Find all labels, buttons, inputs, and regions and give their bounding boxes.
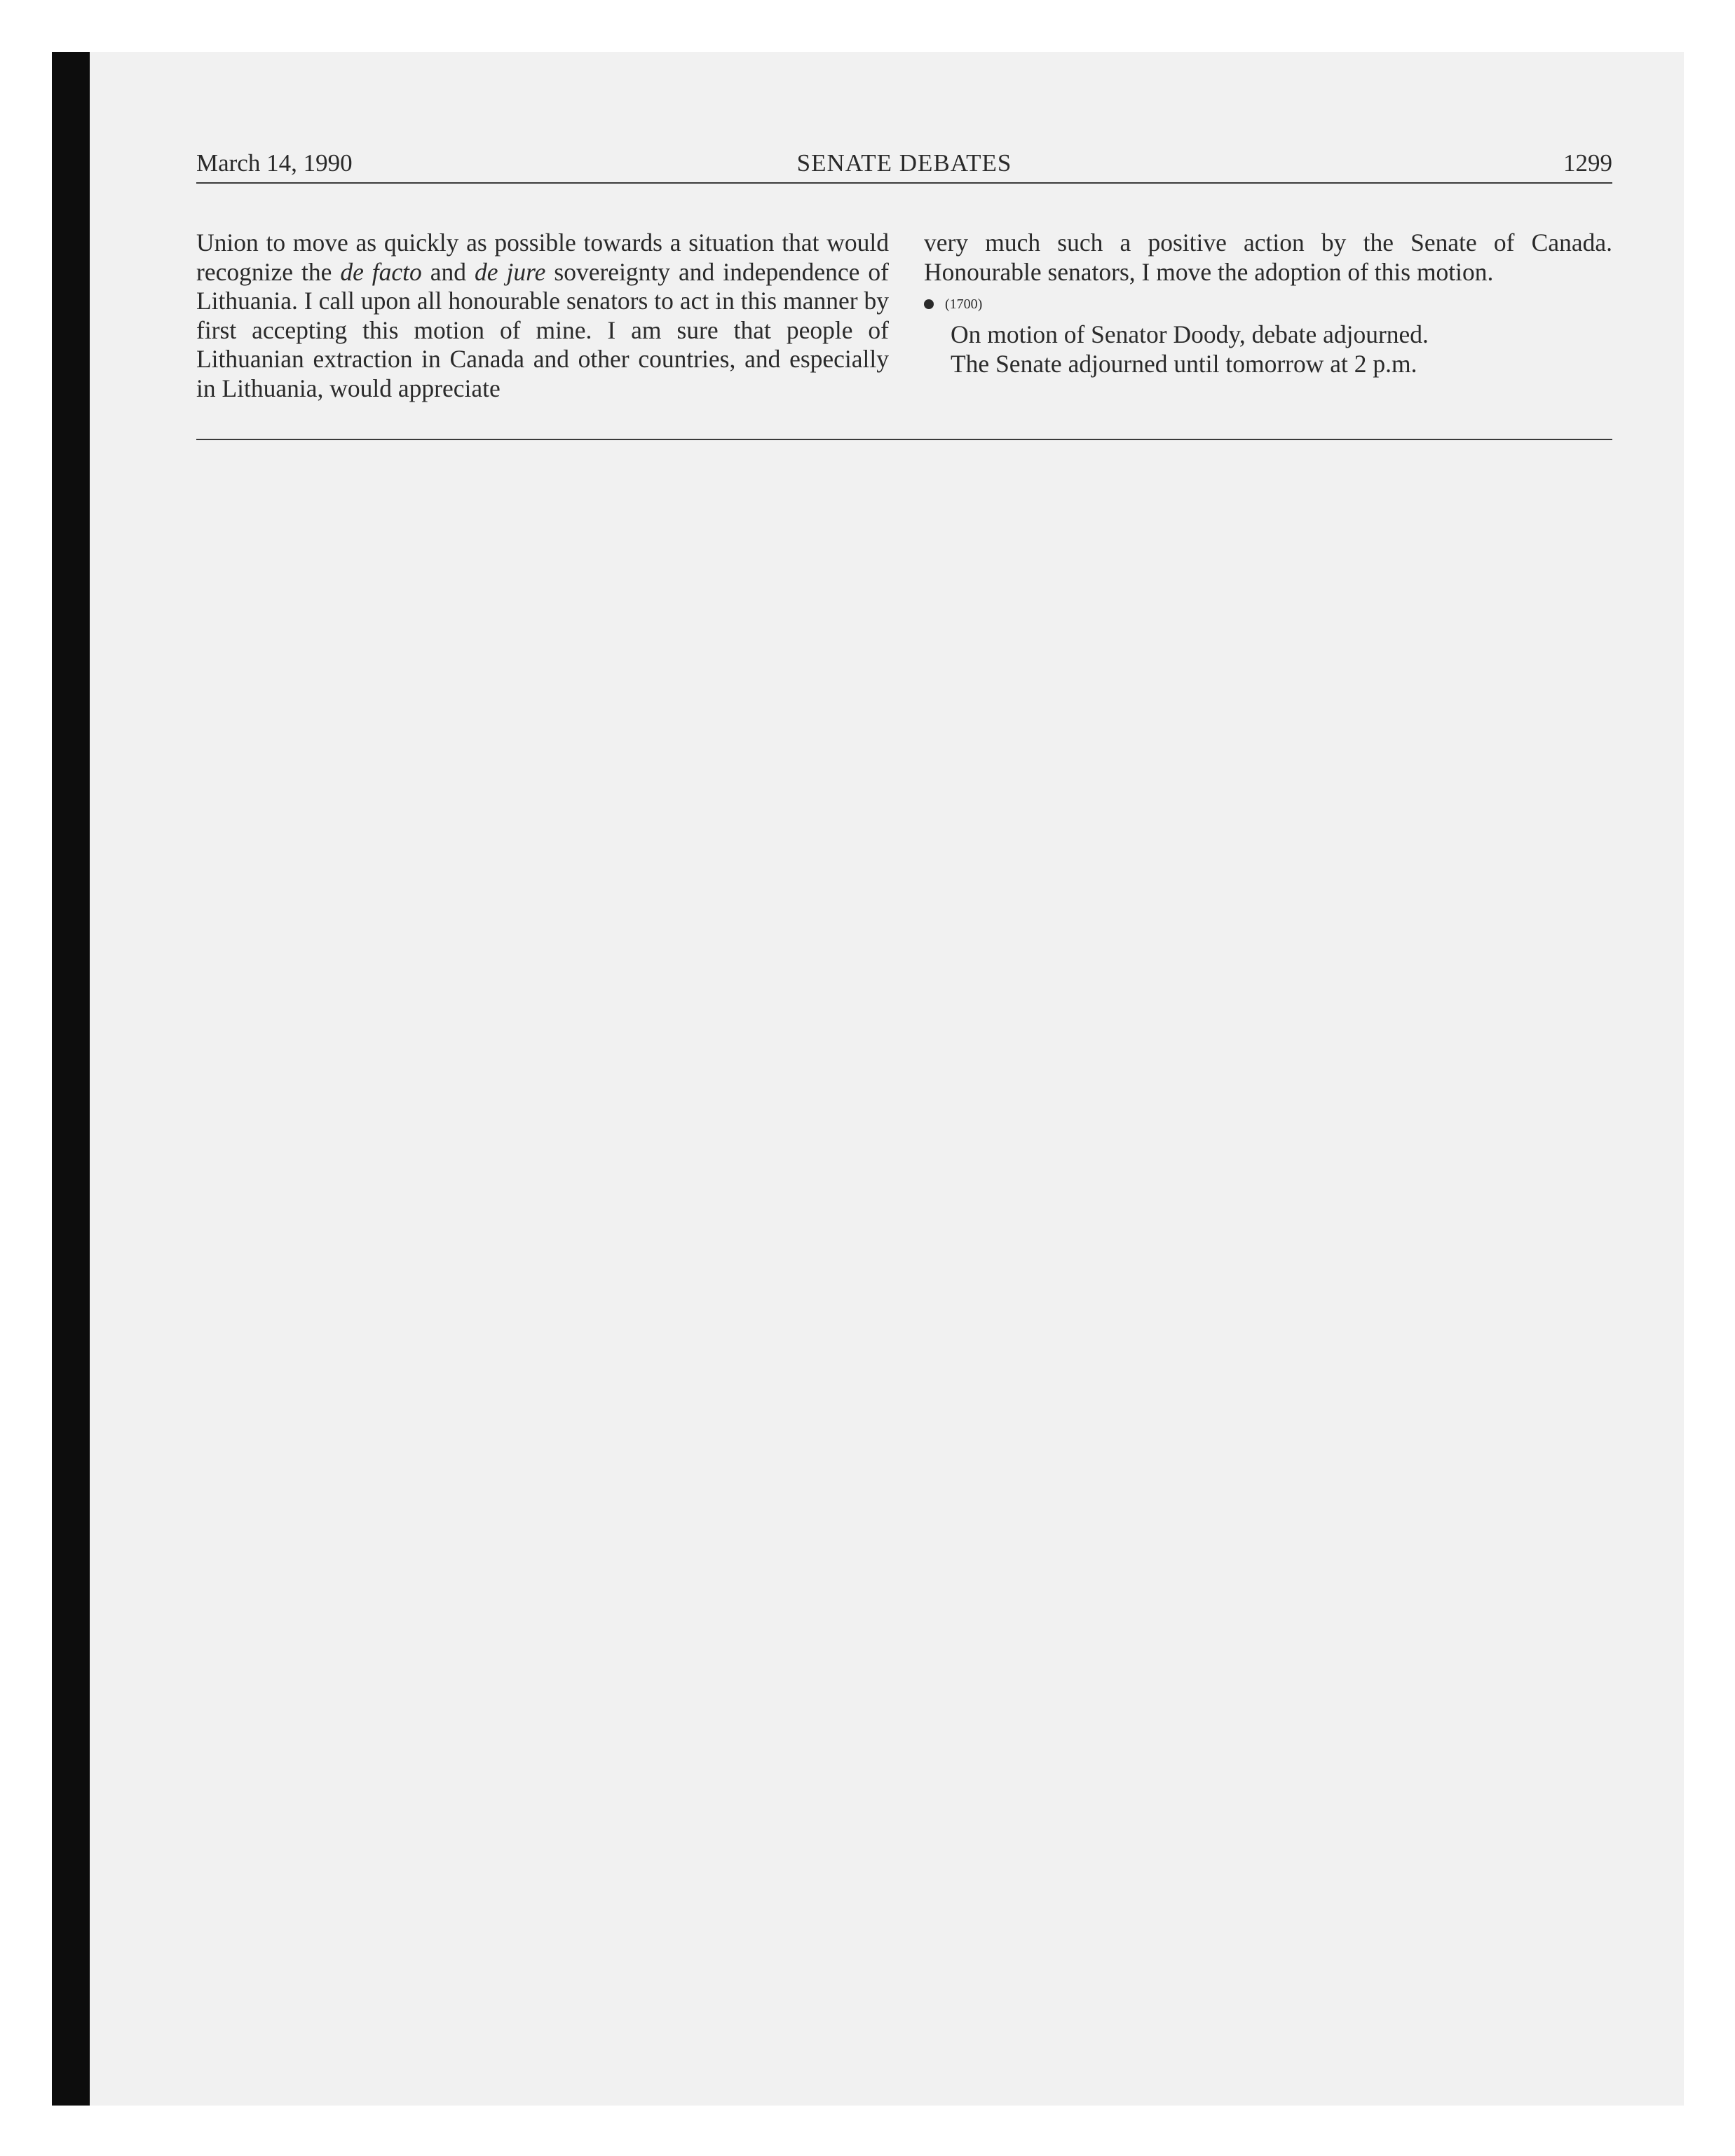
time-marker-text: (1700): [945, 296, 983, 312]
binding-edge: [52, 52, 90, 2106]
debate-adjourned-line: On motion of Senator Doody, debate adjourned.: [951, 320, 1429, 348]
italic-term-de-jure: de jure: [475, 257, 546, 286]
paragraph-text-1: Union to move as quickly as possible towards a situation that would recognize the: [196, 228, 889, 286]
paragraph-text-2: and: [421, 257, 475, 286]
speech-paragraph: [196, 228, 889, 403]
speech-paragraph-continued: very much such a positive action by the Senate of Canada. Honourable senators, I move the adoption of this motion.: [924, 228, 1612, 286]
header-title: SENATE DEBATES: [796, 149, 1012, 177]
page-number: 1299: [1563, 149, 1612, 177]
time-marker: [924, 292, 1612, 316]
header-date: March 14, 1990: [196, 149, 353, 177]
header-rule: [196, 182, 1612, 184]
bullet-icon: [924, 299, 934, 309]
right-column: [924, 228, 1612, 378]
section-end-rule: [196, 439, 1612, 440]
page-header: [196, 146, 1612, 181]
italic-term-de-facto: de facto: [340, 257, 422, 286]
paragraph-text-3: sovereignty and independence of Lithuania. I call upon all honourable senators to act in this manner by first accepting this motion of mine. I am sure that people of Lithuanian extraction in Canada and other countries, and especially in Lithuania, would appreciate: [196, 257, 889, 402]
left-column: [196, 228, 889, 403]
senate-adjourned-line: The Senate adjourned until tomorrow at 2 p.m.: [951, 349, 1417, 378]
